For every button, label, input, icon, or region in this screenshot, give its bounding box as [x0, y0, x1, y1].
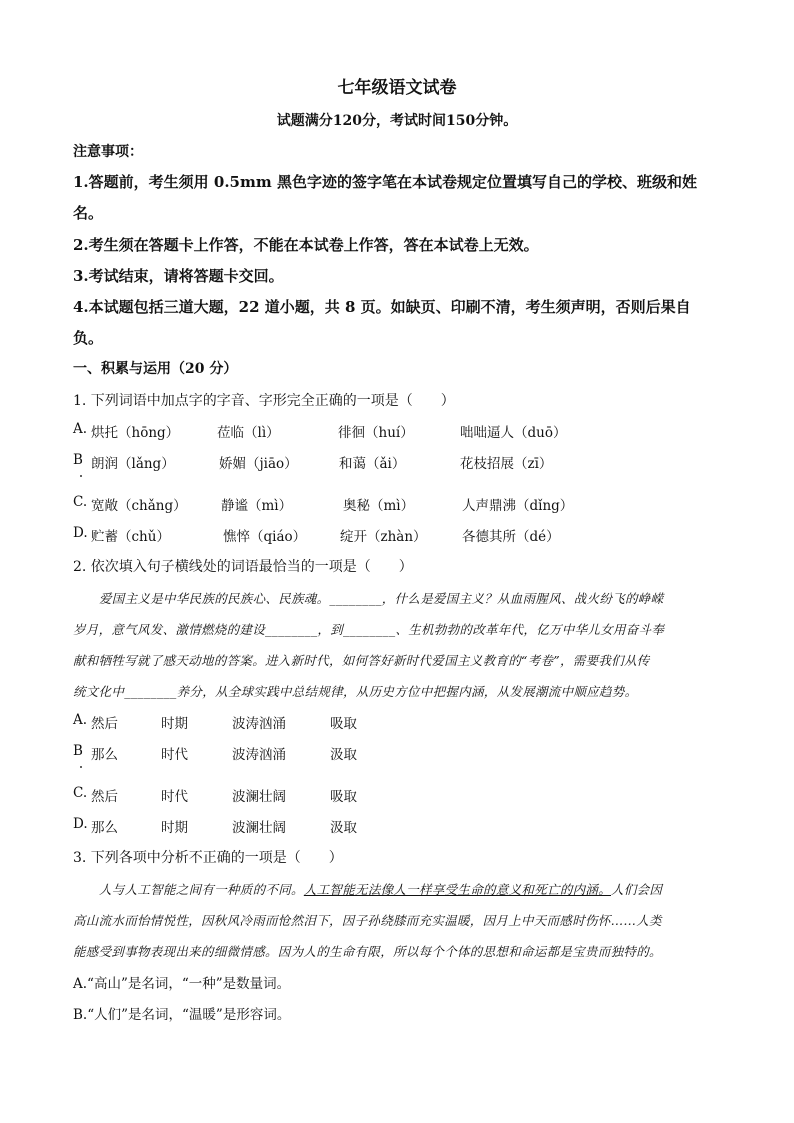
q2-option-d-word-3: 波澜壮阔: [232, 820, 286, 836]
q1-option-c-word-2: 静谧（mì）: [221, 498, 293, 514]
q1-option-a-word-1: 烘托（hōng）: [91, 425, 180, 441]
notice-line-1b: 名。: [73, 204, 104, 222]
q1-option-b-label: B: [73, 452, 83, 468]
q2-option-c-word-1: 然后: [91, 789, 118, 805]
q2-option-a-label: A.: [73, 712, 88, 728]
q2-option-b-label: B: [73, 743, 83, 759]
q2-option-a-word-1: 然后: [91, 716, 118, 732]
q1-option-b-word-1: 朗润（lǎng）: [91, 456, 175, 472]
q2-option-c-label: C.: [73, 785, 88, 801]
q3-passage-line-3: 能感受到事物表现出来的细微情感。因为人的生命有限，所以每个个体的思想和命运都是宝贵而独特的。: [73, 944, 662, 959]
q2-option-a-word-2: 时期: [161, 716, 188, 732]
q2-option-c-word-3: 波澜壮阔: [232, 789, 286, 805]
q3-option-a: [73, 972, 290, 992]
q2-option-b-word-1: 那么: [91, 747, 118, 763]
q2-option-b-word-2: 时代: [161, 747, 188, 763]
q2-option-a-word-3: 波涛汹涌: [232, 716, 286, 732]
q2-passage-line-4: 统文化中________养分，从全球实践中总结规律，从历史方位中把握内涵，从发展潮流中顺应趋势。: [73, 684, 638, 699]
q1-option-a-word-2: 莅临（lì）: [217, 425, 280, 441]
notice-line-1a: 1.答题前，考生须用 0.5mm 黑色字迹的签字笔在本试卷规定位置填写自己的学校、班级和姓: [73, 173, 697, 191]
q2-option-b-word-3: 波涛汹涌: [232, 747, 286, 763]
q2-passage-line-3: 献和牺牲写就了感天动地的答案。进入新时代，如何答好新时代爱国主义教育的“考卷”，需要我们从传: [73, 653, 650, 668]
q1-option-a-word-3: 徘徊（huí）: [338, 425, 414, 441]
exam-subtitle: 试题满分120分，考试时间150分钟。: [276, 113, 518, 129]
page-title: 七年级语文试卷: [337, 78, 457, 98]
q2-option-c-word-4: 吸取: [330, 789, 357, 805]
q3-option-b-label: B.: [73, 1007, 88, 1023]
q3-passage-line-1: [99, 880, 662, 898]
q1-option-c-word-3: 奥秘（mì）: [343, 498, 415, 514]
q2-option-d-word-1: 那么: [91, 820, 118, 836]
q2-passage-line-2: 岁月，意气风发、激情燃烧的建设________，到________、生机勃勃的改革年代，亿万中华儿女用奋斗奉: [73, 622, 665, 637]
q1-option-d-word-2: 憔悴（qiáo）: [223, 529, 307, 545]
notice-heading: 注意事项：: [73, 144, 143, 160]
q3-option-a-text: “高山”是名词，“一种”是数量词。: [87, 976, 291, 992]
notice-line-4b: 负。: [73, 329, 104, 347]
q1-option-a-label: A.: [73, 421, 88, 437]
q3-passage-text: 人们会因: [611, 882, 663, 897]
q1-option-c-word-1: 宽敞（chǎng）: [91, 498, 187, 514]
q1-option-d-word-1: 贮蓄（chǔ）: [91, 529, 170, 545]
q3-passage-text: 人与人工智能之间有一种质的不同。: [99, 882, 304, 897]
q3-option-a-label: A.: [73, 976, 88, 992]
q2-passage-line-1: 爱国主义是中华民族的民族心、民族魂。________，什么是爱国主义？从血雨腥风、战火纷飞的峥嵘: [99, 591, 664, 606]
q2-option-b-word-4: 汲取: [330, 747, 357, 763]
emphasis-dot: [80, 766, 82, 768]
q1-option-d-label: D.: [73, 525, 88, 541]
notice-line-4a: 4.本试题包括三道大题，22 道小题，共 8 页。如缺页、印刷不清，考生须声明，否则后果自: [73, 298, 691, 316]
q3-option-b-text: “人们”是名词，“温暖”是形容词。: [87, 1007, 291, 1023]
notice-line-3: 3.考试结束，请将答题卡交回。: [73, 267, 284, 285]
q1-option-d-word-3: 绽开（zhàn）: [340, 529, 427, 545]
q1-option-b-word-4: 花枝招展（zī）: [460, 456, 553, 472]
q3-passage-line-2: 高山流水而怡情悦性，因秋风冷雨而怆然泪下，因子孙绕膝而充实温暖，因月上中天而感时伤怀……人类: [73, 913, 662, 928]
q2-option-a-word-4: 吸取: [330, 716, 357, 732]
q2-option-d-word-4: 汲取: [330, 820, 357, 836]
emphasis-dot: [80, 475, 82, 477]
q1-option-a-word-4: 咄咄逼人（duō）: [460, 425, 567, 441]
q1-option-b-word-3: 和蔼（ǎi）: [339, 456, 406, 472]
q1-option-c-word-4: 人声鼎沸（dǐng）: [462, 498, 574, 514]
section-heading: 一、积累与运用（20 分）: [73, 361, 238, 377]
q1-option-d-word-4: 各德其所（dé）: [462, 529, 560, 545]
q2-option-d-label: D.: [73, 816, 88, 832]
q2-option-d-word-2: 时期: [161, 820, 188, 836]
q1-option-c-label: C.: [73, 494, 88, 510]
question-2-stem: 2. 依次填入句子横线处的词语最恰当的一项是（ ）: [73, 559, 413, 575]
question-1-stem: 1. 下列词语中加点字的字音、字形完全正确的一项是（ ）: [73, 393, 455, 409]
notice-line-2: 2.考生须在答题卡上作答，不能在本试卷上作答，答在本试卷上无效。: [73, 236, 539, 254]
q3-underlined-sentence: 人工智能无法像人一样享受生命的意义和死亡的内涵。: [303, 882, 612, 897]
q1-option-b-word-2: 娇媚（jiāo）: [219, 456, 298, 472]
q3-option-b: [73, 1003, 290, 1023]
question-3-stem: 3. 下列各项中分析不正确的一项是（ ）: [73, 850, 343, 866]
q2-option-c-word-2: 时代: [161, 789, 188, 805]
